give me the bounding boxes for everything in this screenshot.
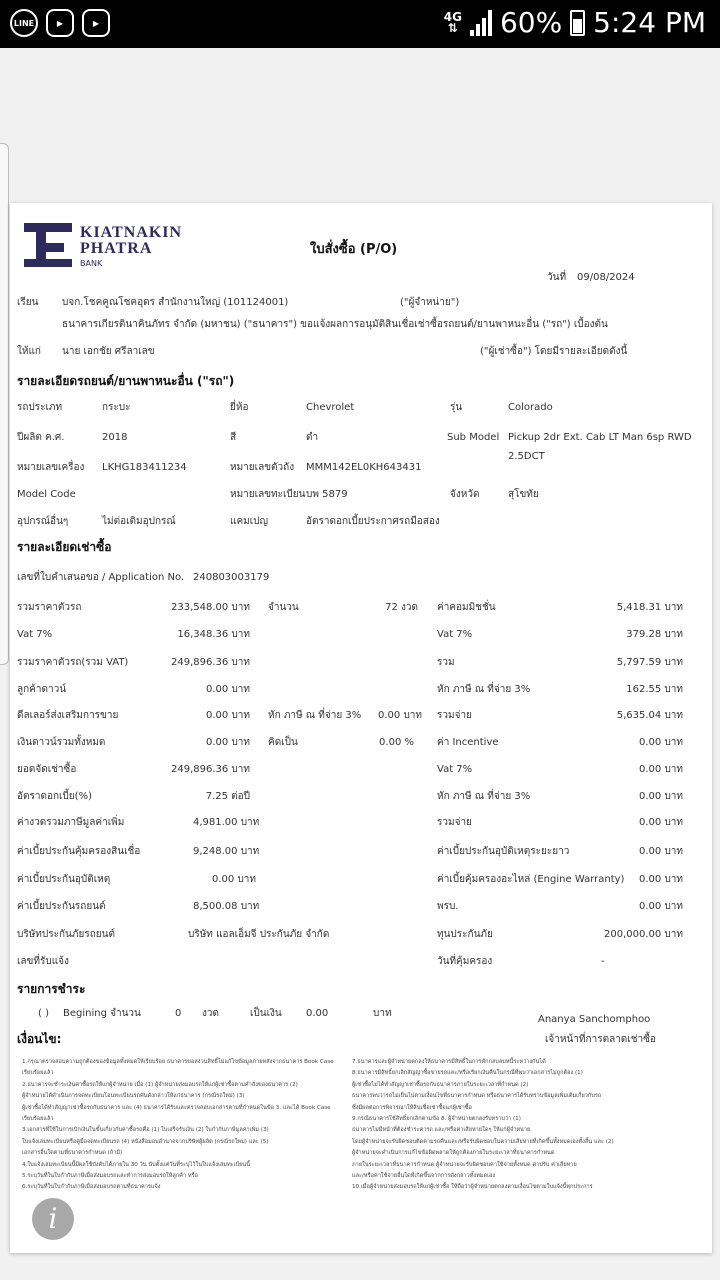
fin-label: ค่าเบี้ยประกันรถยนต์ <box>17 901 106 912</box>
fin-label: ค่าคอมมิชชั่น <box>437 602 496 613</box>
condition-line: 3.เอกสารที่ใช้ในการเบิกเงินในขั้นเกี่ยวกับค่าซื้อรถคือ (1) ใบเสร็จรับเงิน (2) ใบกำกับภาษีมูลค่าเพิ่ม (3) <box>22 1127 269 1134</box>
color-label: สี <box>230 432 237 443</box>
fin-label: รวมจ่าย <box>437 710 472 721</box>
fin-label: รวมจ่าย <box>437 817 472 828</box>
condition-line: ผู้เช่าซื้อได้ทำสัญญาเช่าซื้อรถกับธนาคาร และ (4) ธนาคารได้รับและตรวจสอบเอกสารตามที่กำหนดในข้อ 3. และได้ Book Case <box>22 1104 331 1111</box>
fin-label: ค่าเบี้ยประกันอุบัติเหตุ <box>17 874 111 885</box>
to-label: เรียน <box>17 297 39 308</box>
fin-label: ค่าเบี้ยคุ้มครองอะไหล่ (Engine Warranty) <box>437 874 625 885</box>
condition-line: เอกสารอื่นใดตามที่ธนาคารกำหนด (ถ้ามี) <box>22 1150 123 1157</box>
plate-label: หมายเลขทะเบียน <box>230 489 306 500</box>
condition-line: 6.ระบุวันที่ในใบกำกับภาษีเมื่อส่งมอบรถตามที่ธนาคารแจ้ง <box>22 1184 161 1191</box>
engine-label: หมายเลขเครื่อง <box>17 462 85 473</box>
app-no-value: 240803003179 <box>193 572 270 583</box>
fin-label: Vat 7% <box>17 629 53 640</box>
fin-label: หัก ภาษี ณ ที่จ่าย 3% <box>437 684 531 695</box>
fin-value: 0.00 บาท <box>212 874 256 885</box>
condition-line: ธนาคารไม่มีหน้าที่ต้องชำระค่ารถ และ/หรือค่าเสียหายใดๆ ให้แก่ผู้จำหน่าย <box>352 1127 531 1134</box>
conditions-right <box>352 1057 614 1194</box>
condition-line: ธนาคารพบว่ารถไม่เป็นไปตามเงื่อนไขที่ธนาคารกำหนด หรือธนาคารได้รับทราบข้อมูลเพิ่มเติมเกี่ยวกับรถ <box>352 1093 602 1100</box>
officer-title: เจ้าหน้าที่การตลาดเช่าซื้อ <box>545 1034 656 1045</box>
fin-label: คิดเป็น <box>268 737 298 748</box>
fin-value: 0.00 บาท <box>639 791 683 802</box>
network-indicator: 4G ⇅ <box>443 9 462 35</box>
play-icon: ▶ <box>46 9 74 37</box>
status-bar <box>0 0 720 48</box>
pay-label: เป็นเงิน <box>250 1008 282 1019</box>
document-viewer[interactable] <box>0 48 720 1280</box>
fin-value: 9,248.00 บาท <box>193 846 260 857</box>
conditions-title: เงื่อนไข: <box>17 1032 62 1046</box>
pay-unit: งวด <box>202 1008 219 1019</box>
battery-percent: 60% <box>499 6 563 39</box>
fin-label: เงินดาวน์รวมทั้งหมด <box>17 737 106 748</box>
fin-label: ค่า Incentive <box>437 737 499 748</box>
condition-line: เรียบร้อยแล้ว <box>22 1070 54 1077</box>
campaign-label: แคมเปญ <box>230 516 269 527</box>
buyer-value: นาย เอกชัย ศรีลาเลข <box>62 346 155 357</box>
fin-label: รวมราคาตัวรถ(รวม VAT) <box>17 657 129 668</box>
submodel-label: Sub Model <box>447 432 500 443</box>
condition-line: และ/หรือค่าใช้จ่ายอื่นใดที่เกิดขึ้นจากการดังกล่าวทั้งหมดเอง <box>352 1173 496 1180</box>
conditions-left <box>22 1057 334 1194</box>
type-label: รถประเภท <box>17 402 63 413</box>
fin-value: 0.00 บาท <box>206 737 250 748</box>
accessory-value: ไม่ต่อเติมอุปกรณ์ <box>102 516 176 527</box>
color-value: ดำ <box>306 432 319 443</box>
chassis-value: MMM142EL0KH643431 <box>306 462 422 473</box>
condition-line: 5.ระบุวันที่ในใบกำกับภาษีเมื่อส่งมอบรถและทำการส่งมอบรถให้ลูกค้า หรือ <box>22 1173 198 1180</box>
condition-line: ซึ่งมีผลต่อการพิจารณาให้สินเชื่อเช่าซื้อแก่ผู้เช่าซื้อ <box>352 1104 472 1111</box>
fin-value: 0.00 บาท <box>378 710 422 721</box>
condition-line: ผู้จำหน่ายได้ดำเนินการจดทะเบียนโอนทะเบียนรถคันดังกล่าวให้แก่ธนาคาร (กรณีรถใหม่) (3) <box>22 1093 245 1100</box>
info-icon[interactable]: i <box>32 1198 74 1240</box>
condition-line: ผู้จำหน่ายจะดำเนินการแก้ไขข้อผิดพลาดให้ถูกต้องภายในระยะเวลาที่ธนาคารกำหนด <box>352 1150 555 1157</box>
chassis-label: หมายเลขตัวถัง <box>230 462 295 473</box>
fin-value: 0.00 บาท <box>206 710 250 721</box>
brand-label: ยี่ห้อ <box>230 402 249 413</box>
submodel-value-2: 2.5DCT <box>508 451 545 462</box>
pay-checkbox: ( ) <box>38 1008 49 1019</box>
fin-value: 0.00 บาท <box>206 684 250 695</box>
bank-sub: BANK <box>80 259 103 268</box>
condition-line: ผู้เช่าซื้อไม่ได้ทำสัญญาเช่าซื้อรถกับธนาคารภายในระยะเวลาที่กำหนด (2) <box>352 1081 529 1088</box>
plate-value: บพ 5879 <box>306 489 348 500</box>
fin-value: 5,797.59 บาท <box>616 657 683 668</box>
province-label: จังหวัด <box>450 489 480 500</box>
fin-label: Vat 7% <box>437 764 473 775</box>
condition-line: 2.ธนาคารจะชำระเงินค่าซื้อรถให้แก่ผู้จำหน่าย เมื่อ (1) ผู้จำหน่ายส่งมอบรถให้แก่ผู้เช่าซื้อตามคำสั่งของธนาคาร (2) <box>22 1081 298 1088</box>
line-icon: LINE <box>10 9 38 37</box>
fin-label: รวมราคาตัวรถ <box>17 602 82 613</box>
model-value: Colorado <box>508 402 553 413</box>
fin-label: Vat 7% <box>437 629 473 640</box>
fin-label: รวม <box>437 657 455 668</box>
buyer-role: ("ผู้เช่าซื้อ") โดยมีรายละเอียดดังนี้ <box>480 346 628 357</box>
fin-label: หัก ภาษี ณ ที่จ่าย 3% <box>268 710 362 721</box>
modelcode-label: Model Code <box>17 489 76 500</box>
accessory-label: อุปกรณ์อื่นๆ <box>17 516 69 527</box>
fin-value: 200,000.00 บาท <box>604 929 683 940</box>
date-value: 09/08/2024 <box>577 272 635 283</box>
fin-label: ทุนประกันภัย <box>437 929 493 940</box>
doc-title: ใบสั่งซื้อ (P/O) <box>310 242 398 257</box>
fin-value: 379.28 บาท <box>626 629 683 640</box>
document-page[interactable] <box>10 203 712 1253</box>
fin-label: หัก ภาษี ณ ที่จ่าย 3% <box>437 791 531 802</box>
condition-line: เรียบร้อยแล้ว <box>22 1116 54 1123</box>
fin-label: ค่าเบี้ยประกันคุ้มครองสินเชื่อ <box>17 846 141 857</box>
brand-value: Chevrolet <box>306 402 355 413</box>
bank-name: KIATNAKIN PHATRA <box>80 224 183 257</box>
fin-label: บริษัทประกันภัยรถยนต์ <box>17 929 115 940</box>
pay-value: 0.00 <box>306 1008 329 1019</box>
notification-icons <box>10 9 110 37</box>
fin-value: 5,418.31 บาท <box>616 602 683 613</box>
fin-value: 0.00 % <box>379 737 414 748</box>
condition-line: 4.ใบแจ้งเล่มทะเบียนนี้มีผลใช้บังคับได้ภายใน 30 วัน นับตั้งแต่วันที่ระบุไว้ในใบแจ้งเล่มทะเบียนนี้ <box>22 1161 251 1168</box>
play-icon: ▶ <box>82 9 110 37</box>
fin-value: 0.00 บาท <box>639 737 683 748</box>
fin-value: 7.25 ต่อปี <box>205 791 250 802</box>
fin-value: 249,896.36 บาท <box>171 657 250 668</box>
fin-label: อัตราดอกเบี้ย(%) <box>17 791 92 802</box>
fin-label: ยอดจัดเช่าซื้อ <box>17 764 77 775</box>
fin-value: - <box>601 956 605 967</box>
clock: 5:24 PM <box>593 6 706 39</box>
condition-line: 10.เมื่อผู้จำหน่ายส่งมอบรถให้แก่ผู้เช่าซื้อ ให้ถือว่าผู้จำหน่ายตกลงตามเงื่อนไขตามใบแจ้งนี้ทุกประการ <box>352 1184 593 1191</box>
condition-line: 7.ธนาคารและผู้จำหน่ายตกลงให้ธนาคารมีสิทธิ์ในการหักกลบลบหนี้ระหว่างกันได้ <box>352 1059 546 1065</box>
province-value: สุโขทัย <box>508 489 539 500</box>
officer-name: Ananya Sanchomphoo <box>538 1014 651 1025</box>
pay-value: 0 <box>175 1008 182 1019</box>
fin-value: 0.00 บาท <box>639 846 683 857</box>
condition-line: ภายในระยะเวลาที่ธนาคารกำหนด ผู้จำหน่ายจะรับผิดชอบค่าใช้จ่ายทั้งหมด ค่าปรับ ค่าเสียหาย <box>352 1161 577 1168</box>
fin-value: 72 งวด <box>385 602 418 613</box>
condition-line: ใบแจ้งเล่มทะเบียนหรือคู่มือจดทะเบียนรถ (4) หนังสือมอบอำนาจจากบริษัทผู้ผลิต (กรณีรถใหม่) และ (5) <box>22 1138 269 1145</box>
pay-unit: บาท <box>373 1008 392 1019</box>
fin-value: 233,548.00 บาท <box>171 602 250 613</box>
fin-value: 8,500.08 บาท <box>193 901 260 912</box>
submodel-value: Pickup 2dr Ext. Cab LT Man 6sp RWD <box>508 432 692 443</box>
bank-logo-mark <box>24 223 74 267</box>
fin-value: 249,896.36 บาท <box>171 764 250 775</box>
condition-line: 1.กรุณาตรวจสอบความถูกต้องของข้อมูลทั้งหมดให้เรียบร้อย ธนาคารขอสงวนสิทธิ์ไม่แก้ไขข้อมูลภายหลังจากธนาคาร Book Case <box>22 1059 334 1065</box>
to-value: บจก.โชคคูณโชคอุดร สำนักงานใหญ่ (101124001) <box>62 297 289 308</box>
fin-value: 162.55 บาท <box>626 684 683 695</box>
signal-icon <box>470 10 492 36</box>
condition-line: 8.ธนาคารมีสิทธิ์ยกเลิกสัญญาซื้อขายรถและ/หรือเรียกเงินคืนในกรณีที่พบว่าเอกสารไม่ถูกต้อง (1) <box>352 1070 583 1077</box>
year-value: 2018 <box>102 432 128 443</box>
fin-label: พรบ. <box>437 901 459 912</box>
buyer-label: ให้แก่ <box>17 346 41 357</box>
fin-value: 16,348.36 บาท <box>177 629 250 640</box>
date-label: วันที่ <box>547 272 567 283</box>
payment-section-title: รายการชำระ <box>17 982 86 996</box>
engine-value: LKHG183411234 <box>102 462 187 473</box>
condition-line: โดยผู้จำหน่ายจะรับผิดชอบติดตามรถคืนและ/หรือรับผิดชอบในความเสียหายที่เกิดขึ้นทั้งหมดเองทั้งสิ้น และ (2) <box>352 1138 614 1145</box>
side-panel-handle[interactable] <box>0 143 9 665</box>
fin-value: บริษัท แอลเอ็มจี ประกันภัย จำกัด <box>188 929 330 940</box>
fin-value: 0.00 บาท <box>639 874 683 885</box>
model-label: รุ่น <box>450 402 463 413</box>
condition-line: 9.กรณีธนาคารใช้สิทธิ์ยกเลิกตามข้อ 8. ผู้จำหน่ายตกลงรับทราบว่า (1) <box>352 1116 521 1123</box>
to-role: ("ผู้จำหน่าย") <box>400 297 460 308</box>
fin-value: 0.00 บาท <box>639 764 683 775</box>
fin-value: 0.00 บาท <box>639 817 683 828</box>
fin-value: 0.00 บาท <box>639 901 683 912</box>
fin-value: 4,981.00 บาท <box>193 817 260 828</box>
year-label: ปีผลิต ค.ศ. <box>17 432 65 443</box>
car-section-title: รายละเอียดรถยนต์/ยานพาหนะอื่น ("รถ") <box>17 374 235 388</box>
app-no-label: เลขที่ใบคำเสนอขอ / Application No. <box>17 572 185 583</box>
pay-label: Begining จำนวน <box>63 1008 141 1019</box>
campaign-value: อัตราดอกเบี้ยประกาศรถมือสอง <box>306 516 440 527</box>
fin-label: ดีลเลอร์ส่งเสริมการขาย <box>17 710 119 721</box>
fin-label: ค่างวดรวมภาษีมูลค่าเพิ่ม <box>17 817 125 828</box>
intro-text: ธนาคารเกียรตินาคินภัทร จำกัด (มหาชน) ("ธนาคาร") ขอแจ้งผลการอนุมัติสินเชื่อเช่าซื้อรถยนต์/ยานพาหนะอื่น ("รถ") เบื้องต้น <box>62 319 608 330</box>
battery-icon <box>570 10 585 36</box>
fin-value: 5,635.04 บาท <box>616 710 683 721</box>
fin-label: เลขที่รับแจ้ง <box>17 956 69 967</box>
fin-label: ค่าเบี้ยประกันอุบัติเหตุระยะยาว <box>437 846 570 857</box>
lease-section-title: รายละเอียดเช่าซื้อ <box>17 540 112 554</box>
fin-label: ลูกค้าดาวน์ <box>17 684 67 695</box>
type-value: กระบะ <box>102 402 131 413</box>
fin-label: วันที่คุ้มครอง <box>437 956 493 967</box>
fin-label: จำนวน <box>268 602 299 613</box>
